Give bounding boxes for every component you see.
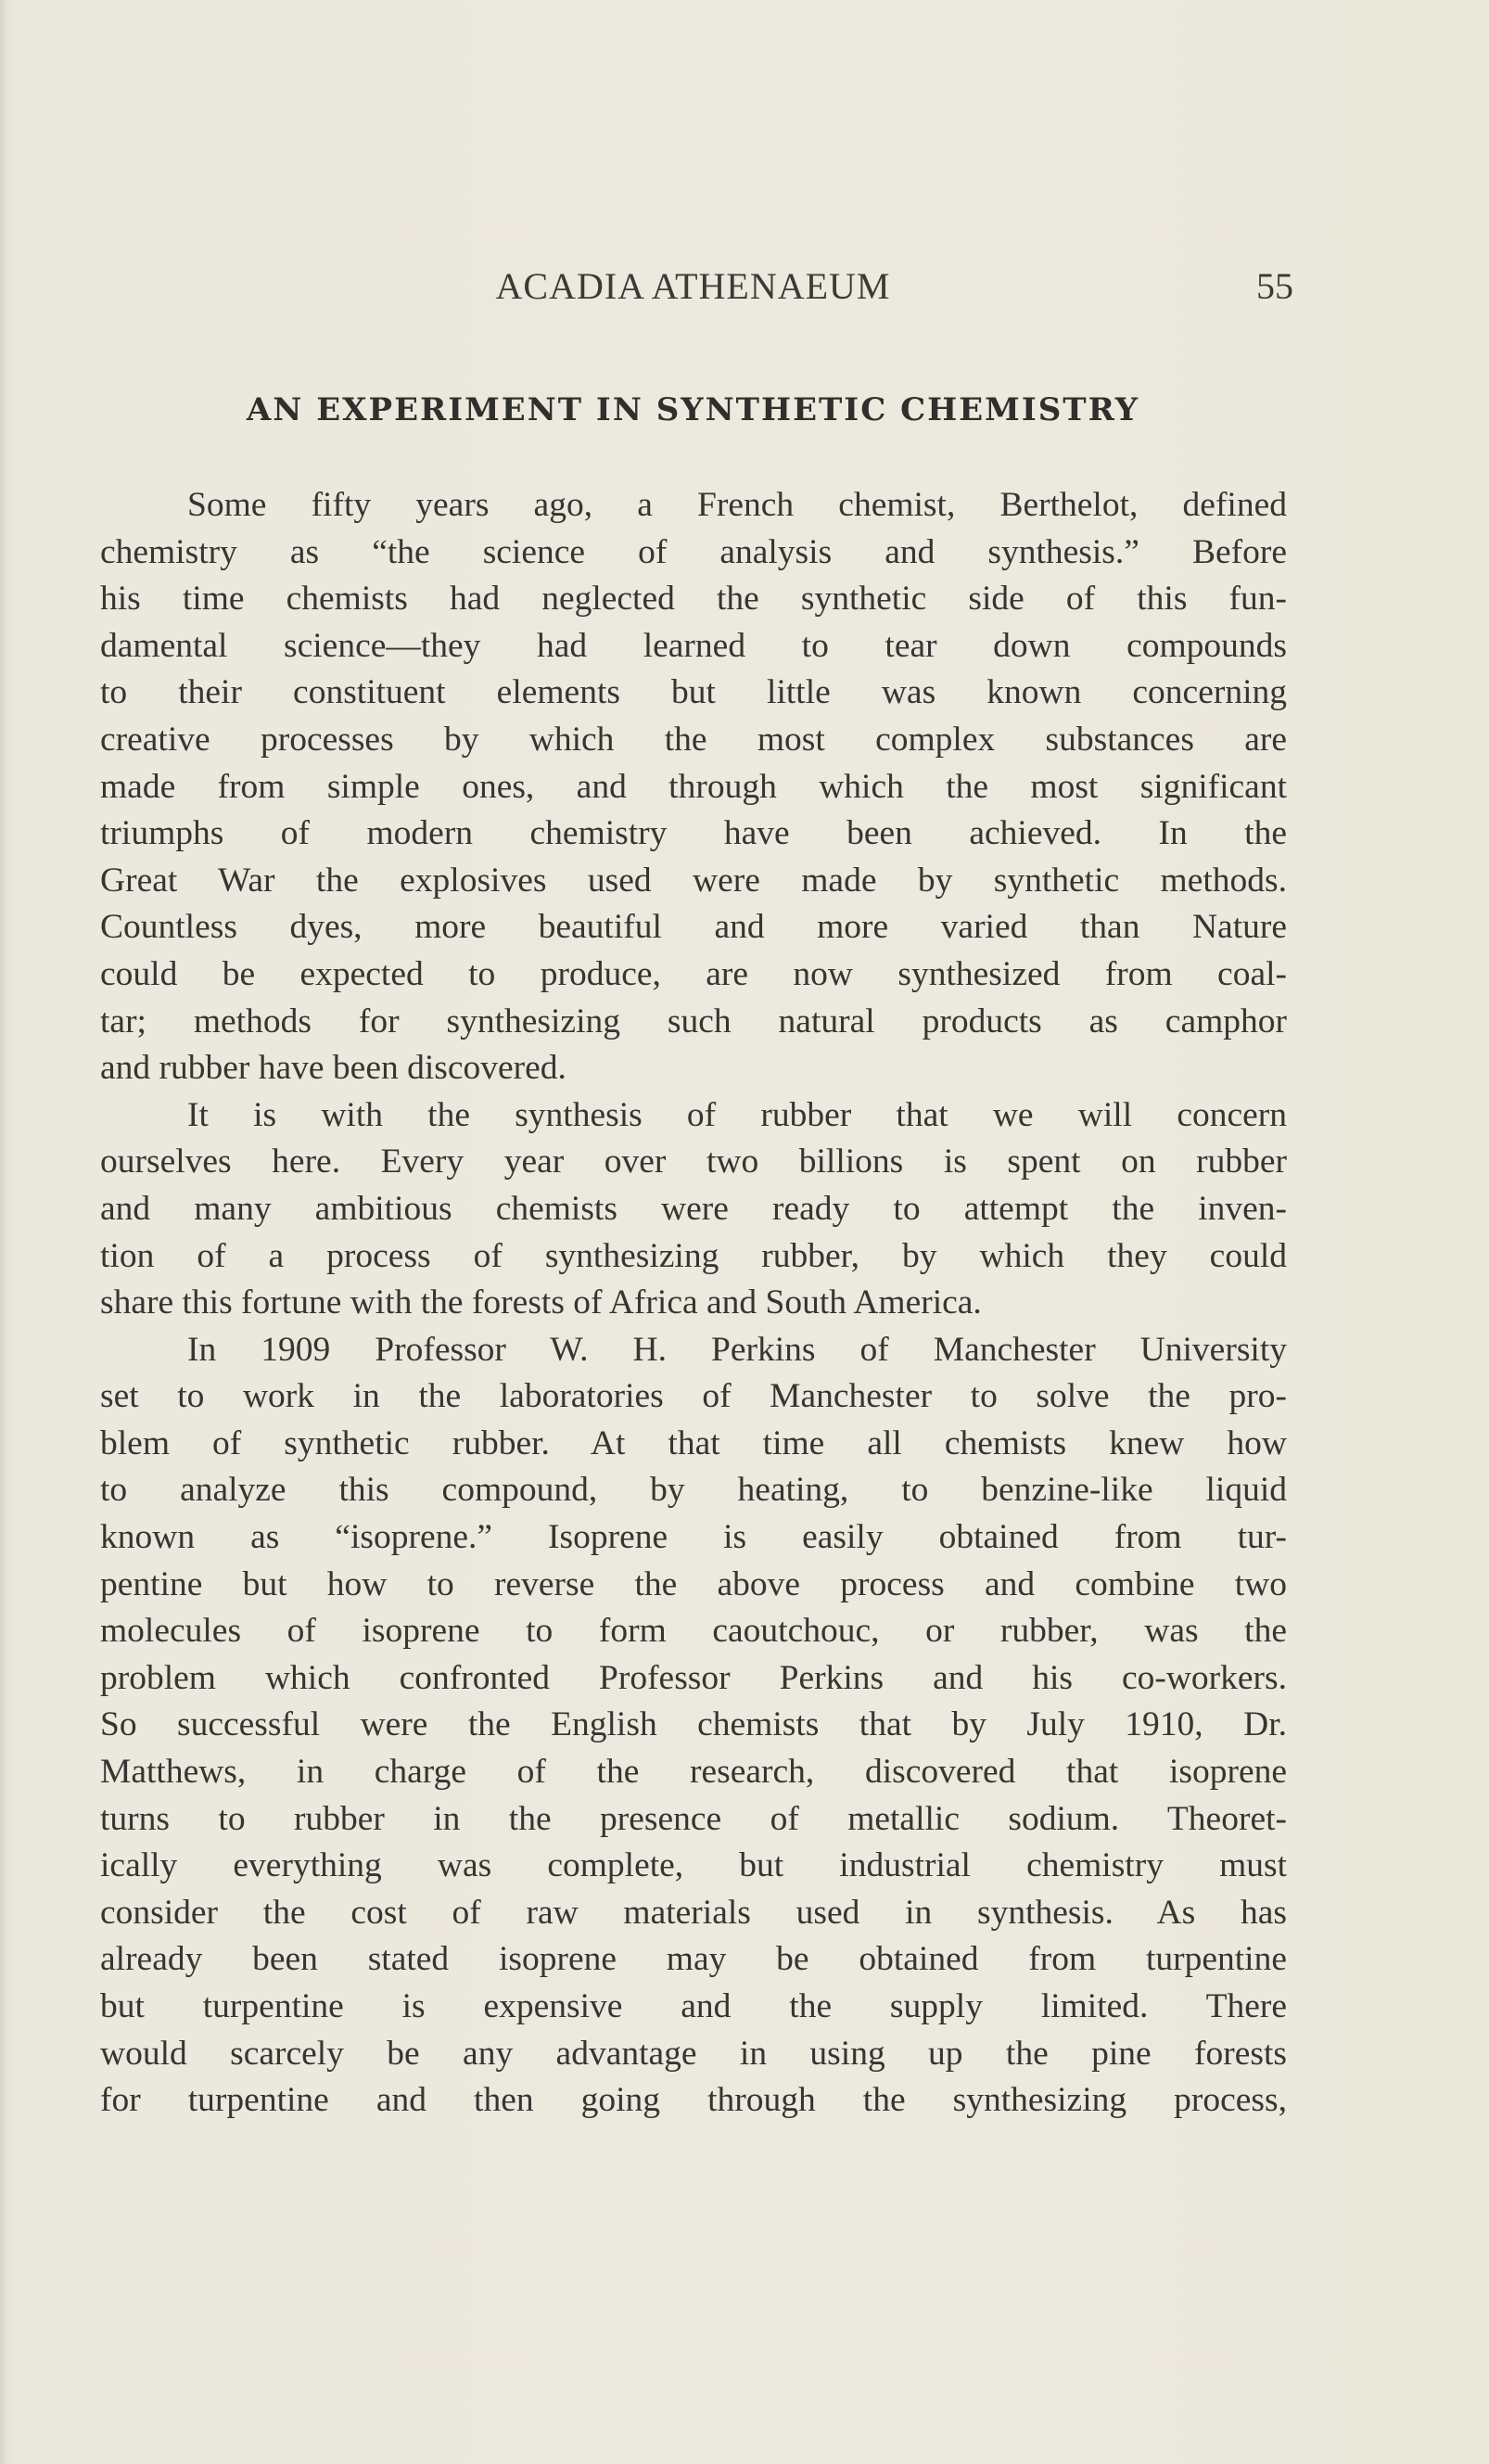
article-title: AN EXPERIMENT IN SYNTHETIC CHEMISTRY bbox=[246, 391, 1140, 428]
text-line: It is with the synthesis of rubber that we will concern bbox=[187, 1095, 1287, 1134]
text-line: tion of a process of synthesizing rubber, by which they could bbox=[100, 1236, 1287, 1275]
text-line: pentine but how to reverse the above process and combine two bbox=[100, 1564, 1287, 1603]
text-line: problem which confronted Professor Perkins and his co-workers. bbox=[100, 1658, 1287, 1697]
text-line: ourselves here. Every year over two billions is spent on rubber bbox=[100, 1143, 1287, 1181]
text-line: damental science—they had learned to tear down compounds bbox=[100, 626, 1287, 665]
text-line: known as “isoprene.” Isoprene is easily obtained from tur- bbox=[100, 1518, 1287, 1557]
text-line: and many ambitious chemists were ready to attempt the inven- bbox=[100, 1189, 1287, 1228]
paragraph-2 bbox=[100, 1092, 1287, 1327]
text-line: to their constituent elements but little was known concerning bbox=[100, 673, 1287, 712]
text-line: set to work in the laboratories of Manchester to solve the pro- bbox=[100, 1377, 1287, 1416]
text-line: consider the cost of raw materials used in synthesis. As has bbox=[100, 1893, 1287, 1932]
text-line: Countless dyes, more beautiful and more varied than Nature bbox=[100, 908, 1287, 947]
text-line: ically everything was complete, but industrial chemistry must bbox=[100, 1846, 1287, 1885]
page-number: 55 bbox=[1256, 265, 1293, 307]
text-line: share this fortune with the forests of Africa and South America. bbox=[100, 1283, 982, 1322]
text-line: his time chemists had neglected the synthetic side of this fun- bbox=[100, 580, 1287, 619]
text-line: chemistry as “the science of analysis and synthesis.” Before bbox=[100, 532, 1287, 571]
text-line: but turpentine is expensive and the supply limited. There bbox=[100, 1987, 1287, 2025]
text-line: tar; methods for synthesizing such natural products as camphor bbox=[100, 1002, 1287, 1040]
text-line: Great War the explosives used were made by synthetic methods. bbox=[100, 861, 1287, 900]
text-line: molecules of isoprene to form caoutchouc, or rubber, was the bbox=[100, 1612, 1287, 1651]
text-line: made from simple ones, and through which the most significant bbox=[100, 767, 1287, 806]
text-line: would scarcely be any advantage in using up the pine forests bbox=[100, 2034, 1287, 2073]
running-head bbox=[93, 264, 1293, 311]
text-line: triumphs of modern chemistry have been achieved. In the bbox=[100, 814, 1287, 853]
text-line: for turpentine and then going through the synthesizing process, bbox=[100, 2081, 1287, 2120]
text-line: Some fifty years ago, a French chemist, Berthelot, defined bbox=[187, 486, 1287, 524]
text-line: So successful were the English chemists that by July 1910, Dr. bbox=[100, 1705, 1287, 1744]
text-line: In 1909 Professor W. H. Perkins of Manchester University bbox=[187, 1330, 1287, 1369]
text-line: could be expected to produce, are now synthesized from coal- bbox=[100, 954, 1287, 993]
article-body bbox=[100, 482, 1287, 2125]
text-line: blem of synthetic rubber. At that time all chemists knew how bbox=[100, 1424, 1287, 1462]
paragraph-1 bbox=[100, 482, 1287, 1092]
text-line: already been stated isoprene may be obtained from turpentine bbox=[100, 1940, 1287, 1979]
paragraph-3 bbox=[100, 1327, 1287, 2125]
text-line: turns to rubber in the presence of metallic sodium. Theoret- bbox=[100, 1799, 1287, 1838]
text-line: and rubber have been discovered. bbox=[100, 1049, 566, 1088]
text-line: to analyze this compound, by heating, to benzine-like liquid bbox=[100, 1471, 1287, 1510]
running-head-title: ACADIA ATHENAEUM bbox=[495, 265, 891, 307]
text-line: creative processes by which the most complex substances are bbox=[100, 720, 1287, 759]
text-line: Matthews, in charge of the research, discovered that isoprene bbox=[100, 1753, 1287, 1792]
